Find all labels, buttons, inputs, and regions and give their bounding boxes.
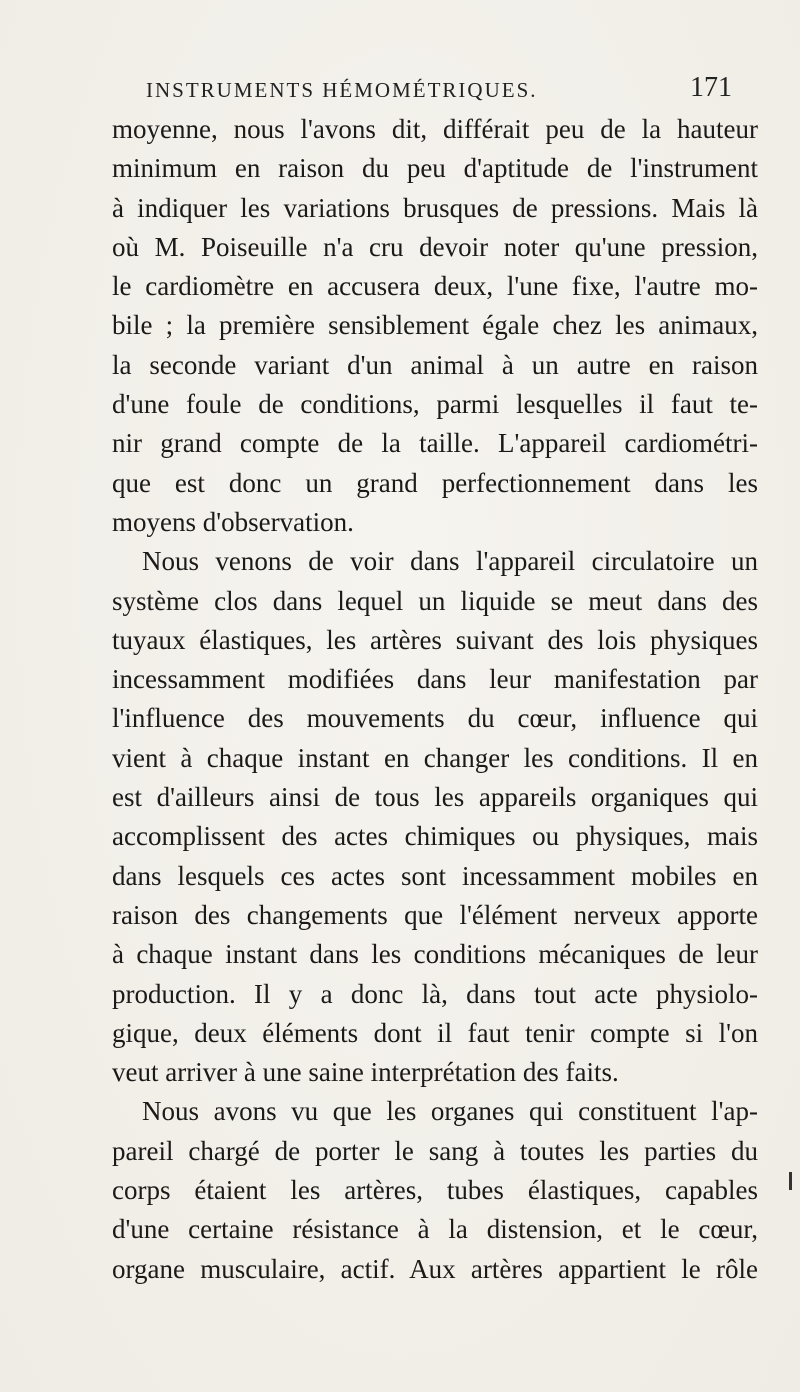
text-line: dans lesquels ces actes sont incessamment mobiles en <box>112 860 758 891</box>
text-line: la seconde variant d'un animal à un autre en raison <box>112 349 758 380</box>
text-line: le cardiomètre en accusera deux, l'une fixe, l'autre mo- <box>112 271 758 302</box>
text-line: accomplissent des actes chimiques ou physiques, mais <box>112 821 758 852</box>
text-line: que est donc un grand perfectionnement dans les <box>112 467 758 498</box>
text-line: gique, deux éléments dont il faut tenir compte si l'on <box>112 1017 758 1048</box>
text-line: corps étaient les artères, tubes élastiques, capables <box>112 1175 758 1206</box>
running-head: INSTRUMENTS HÉMOMÉTRIQUES. <box>146 78 538 102</box>
text-line: d'une certaine résistance à la distension, et le cœur, <box>112 1214 758 1245</box>
text-line: bile ; la première sensiblement égale chez les animaux, <box>112 310 758 341</box>
text-line: raison des changements que l'élément nerveux apporte <box>112 899 758 930</box>
page-number: 171 <box>690 72 732 103</box>
paragraph-start-line: Nous avons vu que les organes qui constituent l'ap- <box>142 1096 758 1127</box>
text-line: tuyaux élastiques, les artères suivant des lois physiques <box>112 624 758 655</box>
text-line: organe musculaire, actif. Aux artères appartient le rôle <box>112 1253 758 1284</box>
text-line: à chaque instant dans les conditions mécaniques de leur <box>112 939 758 970</box>
body-text <box>112 110 758 1289</box>
text-line: système clos dans lequel un liquide se meut dans des <box>112 585 758 616</box>
text-line: pareil chargé de porter le sang à toutes les parties du <box>112 1135 758 1166</box>
paragraph-end-line: moyens d'observation. <box>112 506 354 537</box>
text-line: moyenne, nous l'avons dit, différait peu de la hauteur <box>112 114 758 144</box>
paragraph-start-line: Nous venons de voir dans l'appareil circulatoire un <box>142 546 758 577</box>
text-line: nir grand compte de la taille. L'appareil cardiométri- <box>112 428 758 459</box>
text-line: l'influence des mouvements du cœur, influence qui <box>112 703 758 734</box>
text-line: vient à chaque instant en changer les conditions. Il en <box>112 742 758 773</box>
text-line: est d'ailleurs ainsi de tous les appareils organiques qui <box>112 782 758 813</box>
text-line: d'une foule de conditions, parmi lesquelles il faut te- <box>112 389 758 420</box>
paragraph-end-line: veut arriver à une saine interprétation des faits. <box>112 1057 619 1088</box>
text-line: incessamment modifiées dans leur manifestation par <box>112 664 758 695</box>
text-line: minimum en raison du peu d'aptitude de l'instrument <box>112 153 758 184</box>
text-line: où M. Poiseuille n'a cru devoir noter qu'une pression, <box>112 231 758 262</box>
text-line: production. Il y a donc là, dans tout acte physiolo- <box>112 978 758 1009</box>
text-line: à indiquer les variations brusques de pressions. Mais là <box>112 192 758 223</box>
margin-mark <box>789 1172 792 1190</box>
